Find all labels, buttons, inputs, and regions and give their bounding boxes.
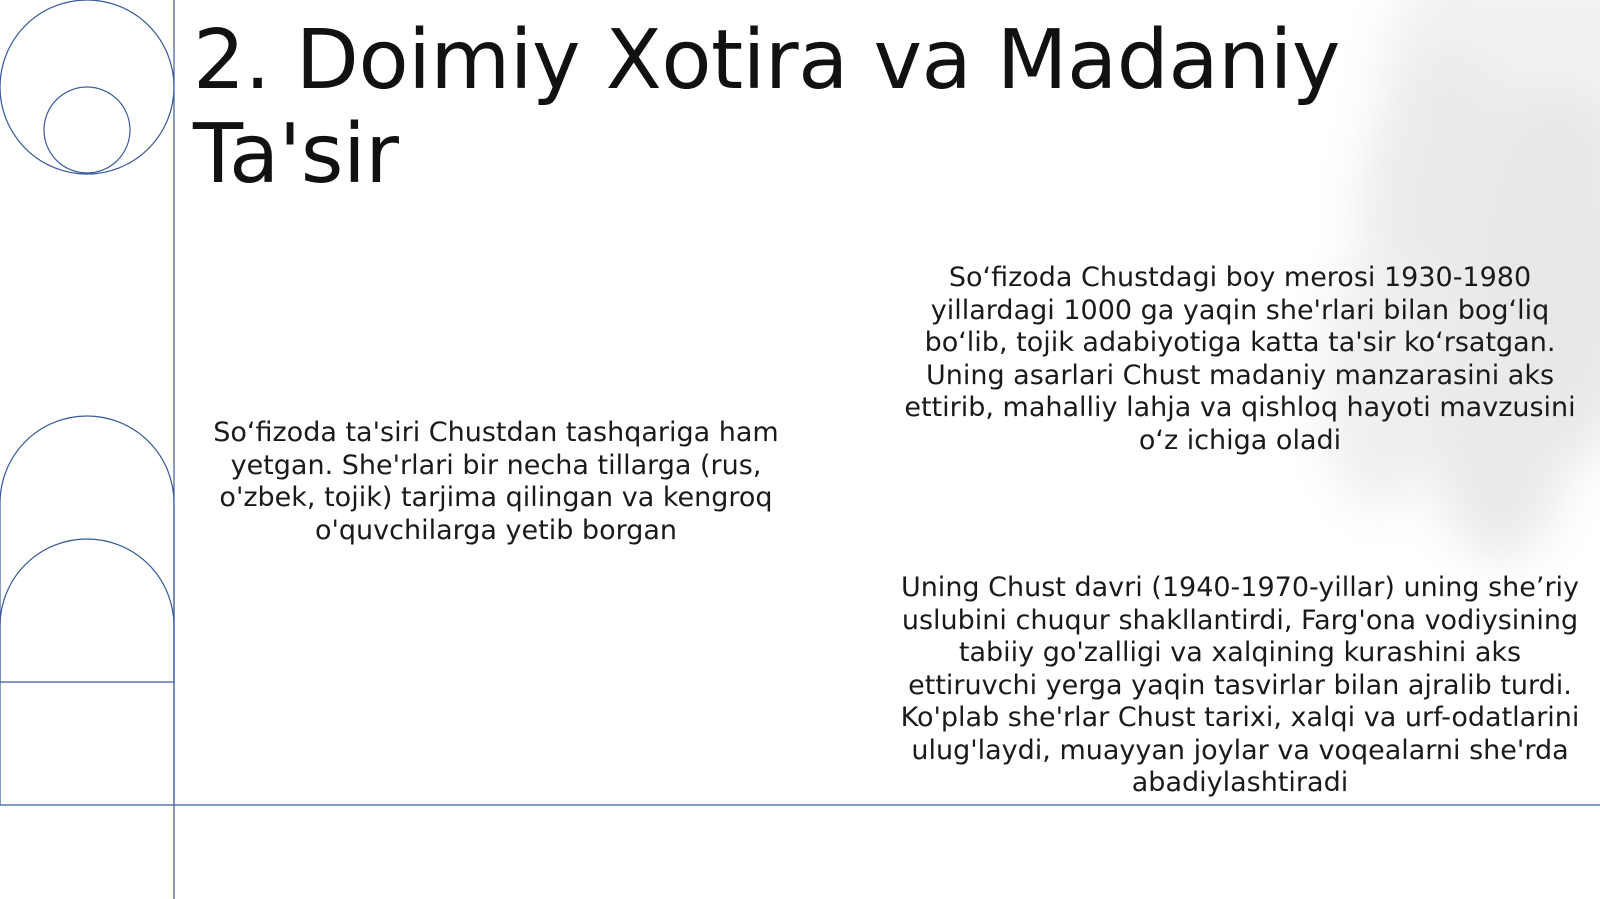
slide-title: 2. Doimiy Xotira va Madaniy Ta'sir — [193, 13, 1340, 202]
right-top-paragraph: So‘fizoda Chustdagi boy merosi 1930-1980 yillardagi 1000 ga yaqin she'rlari bilan bog‘liq bo‘lib, tojik adabiyotiga katta ta'sir ko‘rsatgan. Uning asarlari Chust madaniy manzarasini aks ettirib, mahalliy lahja va qishloq hayoti mavzusini o‘z ichiga oladi — [904, 262, 1576, 456]
left-paragraph: So‘fizoda ta'siri Chustdan tashqariga ham yetgan. She'rlari bir necha tillarga (rus, o'zbek, tojik) tarjima qilingan va kengroq o'quvchilarga yetib borgan — [213, 417, 779, 546]
small-arch — [0, 539, 174, 682]
small-circle — [44, 87, 130, 173]
right-bottom-paragraph: Uning Chust davri (1940-1970-yillar) uning she’riy uslubini chuqur shakllantirdi, Farg'ona vodiysining tabiiy go'zalligi va xalqining kurashini aks ettiruvchi yerga yaqin tasvirlar bilan ajralib turdi. Ko'plab she'rlar Chust tarixi, xalqi va urf-odatlarini ulug'laydi, muayyan joylar va voqealarni she'rda abadiylashtiradi — [900, 572, 1580, 798]
large-arch — [0, 416, 174, 805]
